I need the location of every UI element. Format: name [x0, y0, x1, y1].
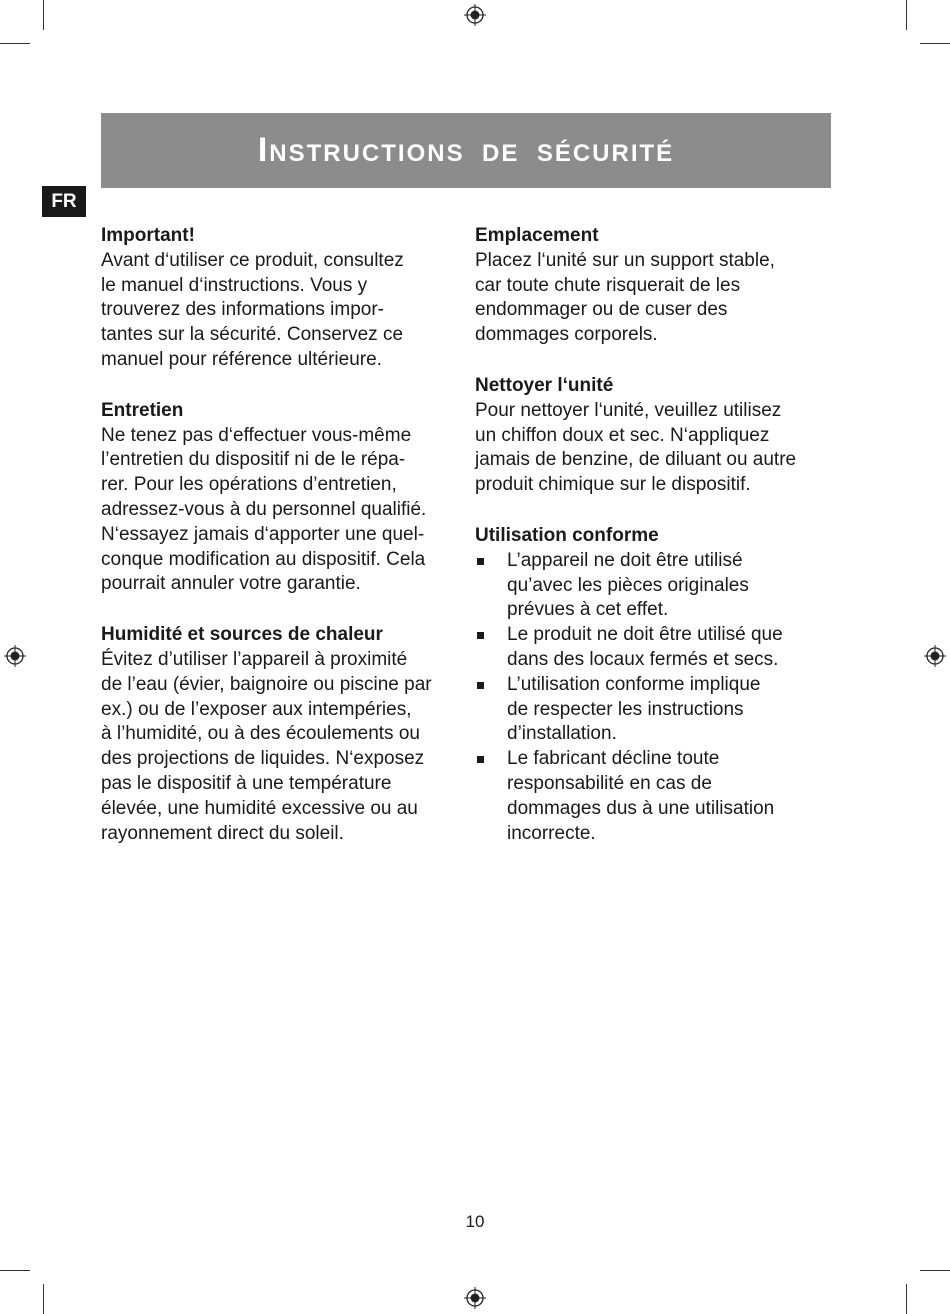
bullet-line: responsabilité en cas de [507, 772, 712, 794]
paragraph-line: N‘essayez jamais d‘apporter une quel- [101, 523, 425, 545]
paragraph-line: Pour nettoyer l‘unité, veuillez utilisez [475, 399, 782, 421]
paragraph-line: manuel pour référence ultérieure. [101, 348, 382, 370]
page-number: 10 [465, 1212, 485, 1231]
paragraph-line: Avant d‘utiliser ce produit, consultez [101, 249, 404, 271]
square-bullet-icon [477, 682, 484, 689]
paragraph-line: car toute chute risquerait de les [475, 274, 741, 296]
section-title: Utilisation conforme [475, 524, 659, 546]
list-item [475, 623, 835, 673]
list-item [475, 673, 835, 747]
registration-mark-icon [464, 4, 486, 26]
registration-mark-icon [924, 645, 946, 667]
crop-mark-bottom-right-v [906, 1284, 907, 1314]
paragraph-line: pas le dispositif à une température [101, 772, 392, 794]
bullet-line: Le fabricant décline toute [507, 748, 720, 770]
paragraph-line: ex.) ou de l’exposer aux intempéries, [101, 698, 412, 720]
crop-mark-top-right-v [906, 0, 907, 30]
bullet-line: L’utilisation conforme implique [507, 673, 761, 695]
registration-mark-icon [4, 645, 26, 667]
crop-mark-bottom-left-v [43, 1284, 44, 1314]
paragraph-line: un chiffon doux et sec. N‘appliquez [475, 424, 770, 446]
list-item [475, 747, 835, 846]
bullet-line: dans des locaux fermés et secs. [507, 648, 779, 670]
square-bullet-icon [477, 756, 484, 763]
bullet-line: prévues à cet effet. [507, 599, 669, 621]
section-title: Entretien [101, 399, 184, 421]
paragraph-line: rer. Pour les opérations d’entretien, [101, 474, 397, 496]
paragraph-line: trouverez des informations impor- [101, 299, 384, 321]
bullet-line: d’installation. [507, 723, 617, 745]
bullet-line: dommages dus à une utilisation [507, 797, 775, 819]
right-column [475, 224, 835, 872]
crop-mark-top-left-h [0, 43, 30, 44]
section-title: Emplacement [475, 225, 599, 246]
section-nettoyer [475, 374, 835, 498]
square-bullet-icon [477, 632, 484, 639]
crop-mark-bottom-right-h [920, 1270, 950, 1271]
left-column [101, 224, 463, 872]
crop-mark-bottom-left-h [0, 1270, 30, 1271]
section-title: Important! [101, 225, 195, 246]
section-title: Humidité et sources de chaleur [101, 624, 383, 646]
paragraph-line: le manuel d‘instructions. Vous y [101, 274, 368, 296]
bullet-line: qu’avec les pièces originales [507, 574, 749, 596]
section-title: Nettoyer l‘unité [475, 374, 614, 396]
paragraph-line: Ne tenez pas d‘effectuer vous-même [101, 424, 412, 446]
paragraph-line: Évitez d’utiliser l’appareil à proximité [101, 648, 408, 670]
paragraph-line: rayonnement direct du soleil. [101, 822, 344, 844]
paragraph-line: dommages corporels. [475, 324, 658, 346]
registration-mark-icon [464, 1287, 486, 1309]
paragraph-line: tantes sur la sécurité. Conservez ce [101, 324, 404, 346]
section-emplacement [475, 224, 835, 348]
square-bullet-icon [477, 558, 484, 565]
paragraph-line: Placez l‘unité sur un support stable, [475, 249, 775, 271]
crop-mark-top-left-v [43, 0, 44, 30]
paragraph-line: pourrait annuler votre garantie. [101, 573, 361, 595]
bullet-line: L’appareil ne doit être utilisé [507, 549, 743, 571]
paragraph-line: adressez-vous à du personnel qualifié. [101, 498, 427, 520]
page-title: Instructions de sécurité [257, 131, 675, 169]
section-utilisation [475, 524, 835, 846]
language-tab: FR [42, 186, 86, 217]
paragraph-line: l’entretien du dispositif ni de le répa- [101, 449, 406, 471]
list-item [475, 549, 835, 623]
paragraph-line: conque modification au dispositif. Cela [101, 548, 426, 570]
section-important [101, 224, 463, 373]
paragraph-line: des projections de liquides. N‘exposez [101, 748, 425, 770]
paragraph-line: de l’eau (évier, baignoire ou piscine par [101, 673, 432, 695]
bullet-line: incorrecte. [507, 822, 596, 844]
section-humidite [101, 623, 463, 846]
paragraph-line: endommager ou de cuser des [475, 299, 728, 321]
paragraph-line: élevée, une humidité excessive ou au [101, 797, 418, 819]
header-bar [101, 113, 831, 188]
paragraph-line: produit chimique sur le dispositif. [475, 474, 751, 496]
paragraph-line: à l’humidité, ou à des écoulements ou [101, 723, 420, 745]
bullet-line: de respecter les instructions [507, 698, 744, 720]
bullet-line: Le produit ne doit être utilisé que [507, 624, 783, 646]
section-entretien [101, 399, 463, 597]
paragraph-line: jamais de benzine, de diluant ou autre [475, 449, 797, 471]
crop-mark-top-right-h [920, 43, 950, 44]
bullet-list [475, 549, 835, 847]
